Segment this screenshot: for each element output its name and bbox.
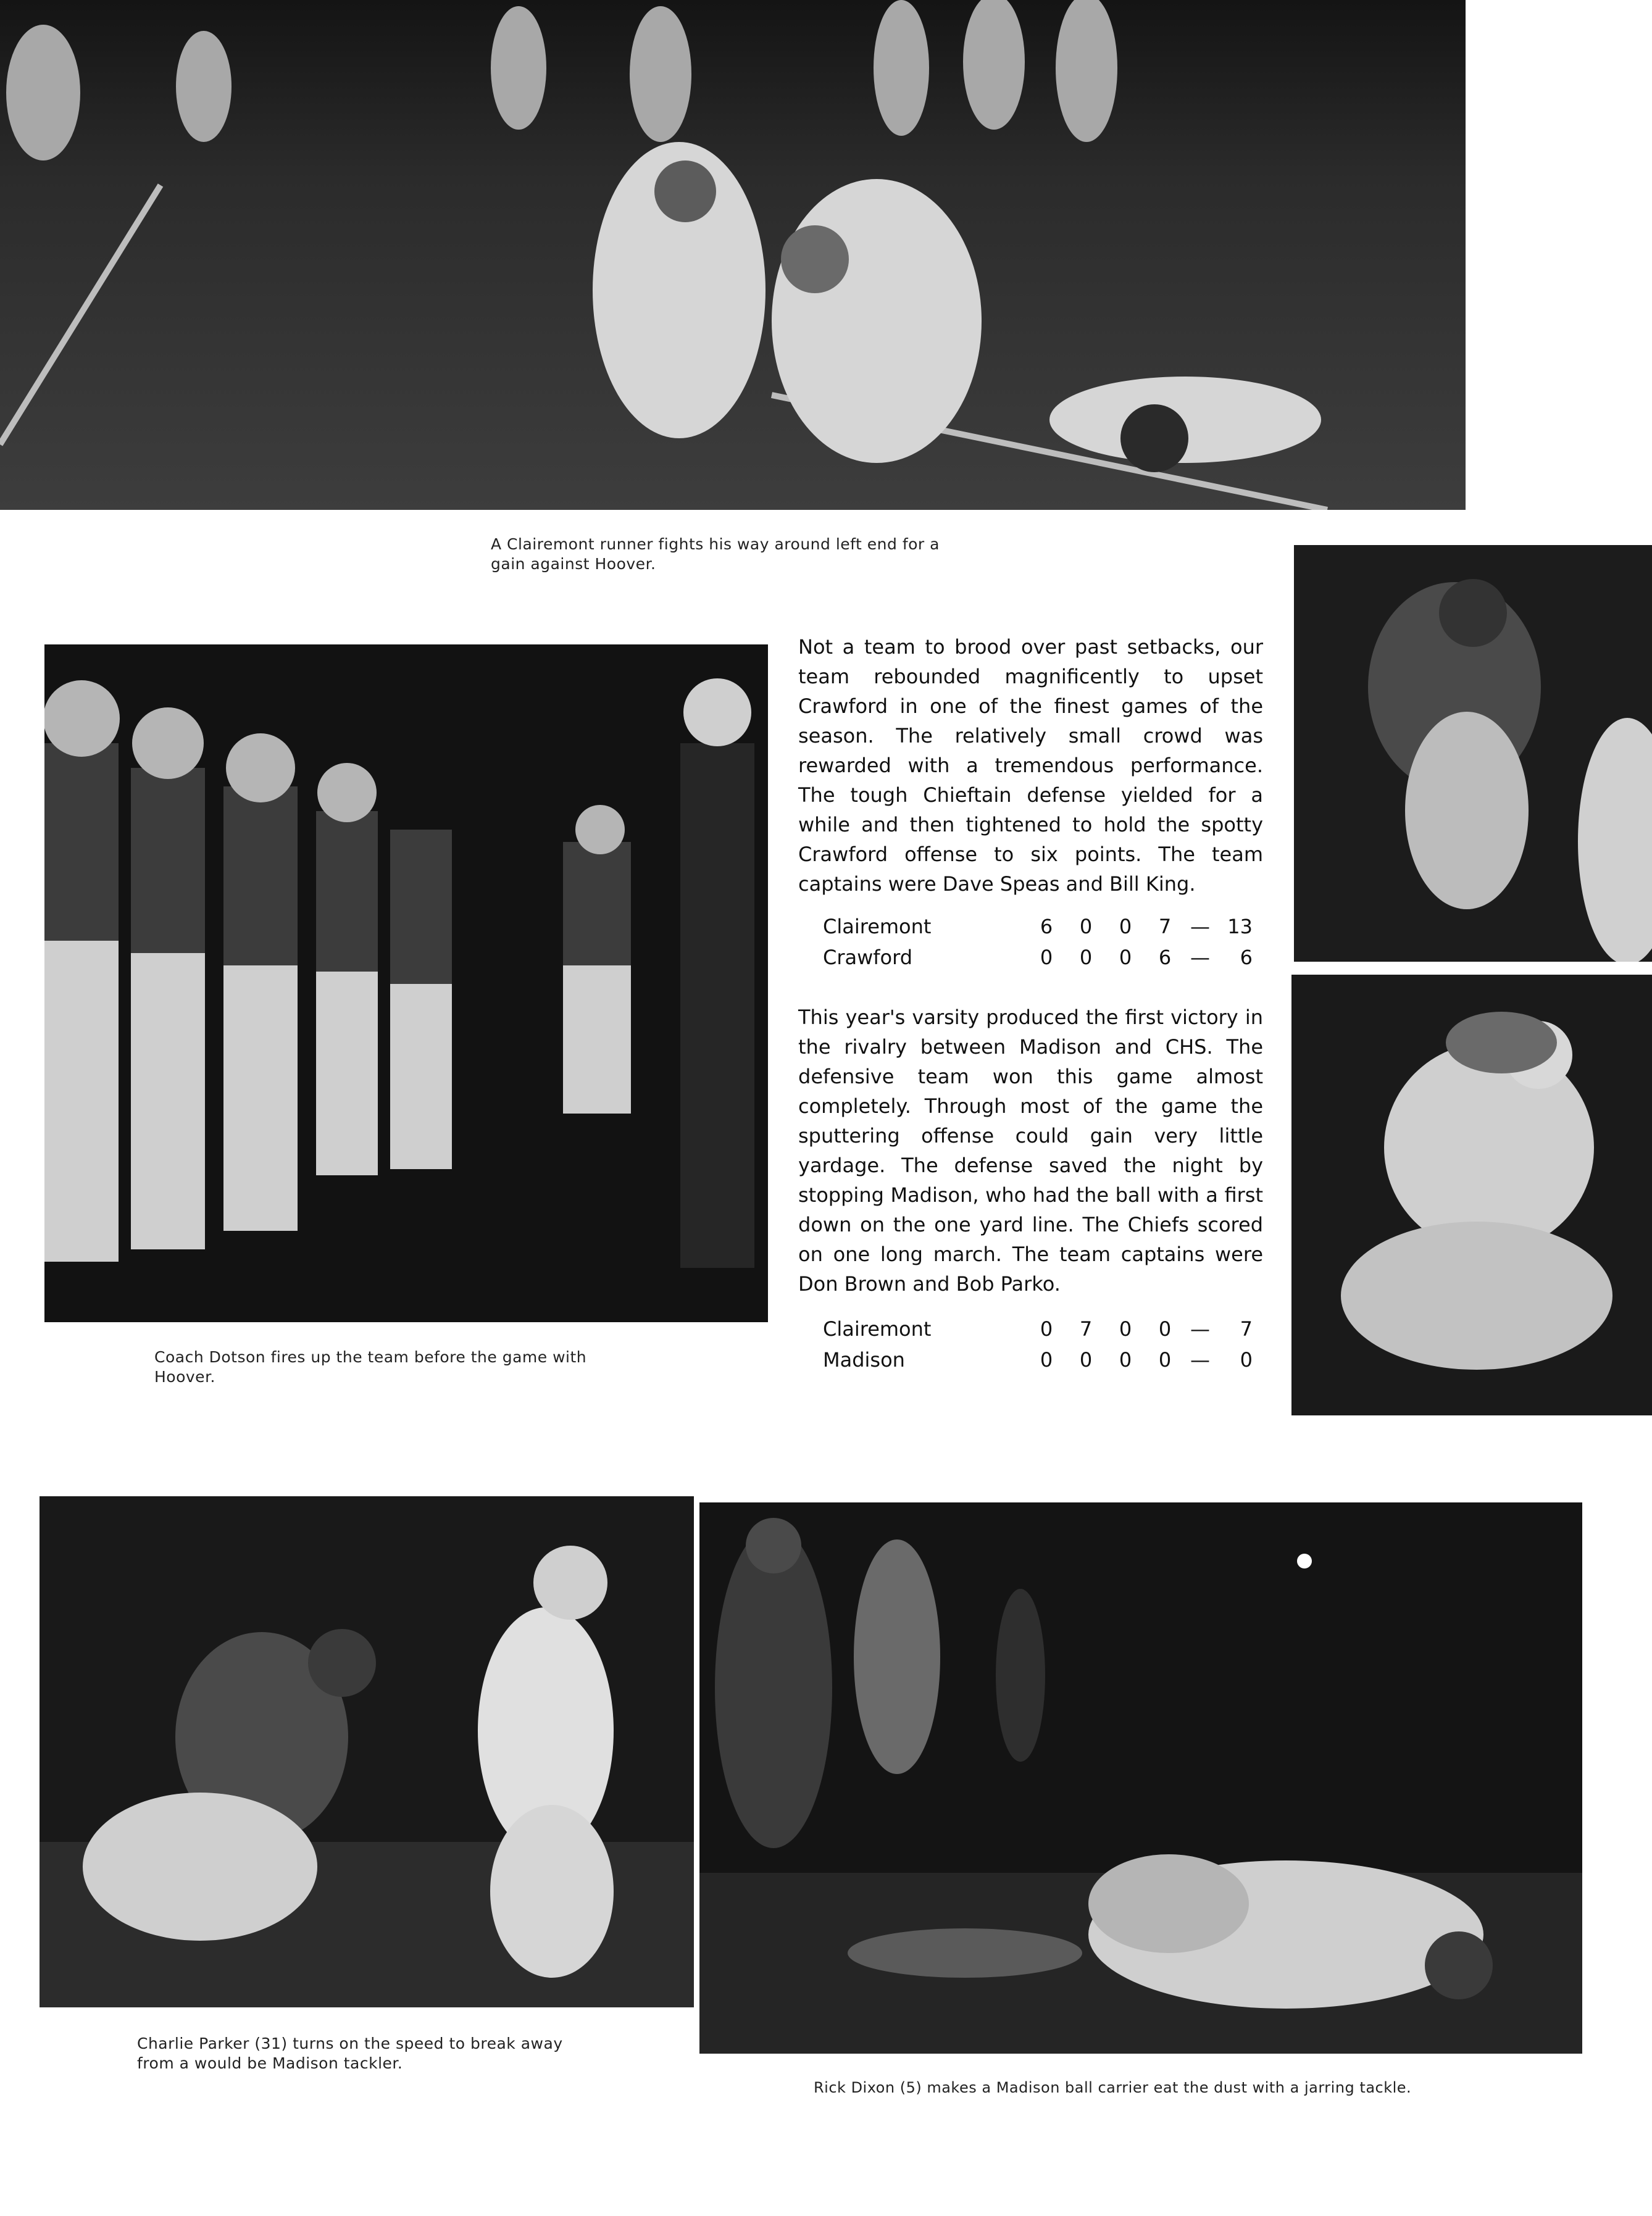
score-row bbox=[798, 911, 1253, 942]
caption-coach-line2: Hoover. bbox=[154, 1368, 215, 1386]
photo-right-top bbox=[1294, 545, 1652, 962]
article-madison-text: This year's varsity produced the first victory in the rivalry between Madison and CHS. The defensive team won this game almost completely. Through most of the game the sputtering offense could gain very little yardage. The defense saved the night by stopping Madison, who had the ball with a first down on the one yard line. The Chiefs scored on one long march. The team captains were Don Brown and Bob Parko. bbox=[798, 1006, 1263, 1296]
score-q3: 0 bbox=[1119, 946, 1132, 969]
score-row bbox=[798, 942, 1253, 973]
score-table-crawford bbox=[798, 911, 1253, 973]
photo-top-image bbox=[0, 0, 1466, 510]
caption-top-line1: A Clairemont runner fights his way around left end for a bbox=[491, 535, 940, 553]
score-total: 13 bbox=[1227, 915, 1253, 938]
caption-dixon bbox=[814, 2078, 1542, 2097]
score-team: Madison bbox=[823, 1348, 905, 1372]
score-q2: 0 bbox=[1079, 1348, 1093, 1372]
score-q4: 0 bbox=[1158, 1348, 1172, 1372]
caption-coach-line1: Coach Dotson fires up the team before the game with bbox=[154, 1348, 587, 1366]
photo-bottom-left bbox=[40, 1496, 694, 2007]
score-team: Crawford bbox=[823, 946, 913, 969]
score-team: Clairemont bbox=[823, 915, 932, 938]
score-q1: 0 bbox=[1040, 1317, 1053, 1341]
score-row bbox=[798, 1344, 1253, 1375]
score-q2: 0 bbox=[1079, 946, 1093, 969]
score-dash: — bbox=[1190, 915, 1210, 938]
score-q4: 6 bbox=[1158, 946, 1172, 969]
score-dash: — bbox=[1190, 1348, 1210, 1372]
score-dash: — bbox=[1190, 1317, 1210, 1341]
score-q2: 0 bbox=[1079, 915, 1093, 938]
photo-bottom-right bbox=[699, 1502, 1582, 2054]
caption-dixon-line: Rick Dixon (5) makes a Madison ball carrier eat the dust with a jarring tackle. bbox=[814, 2079, 1412, 2096]
photo-right-mid-image bbox=[1291, 975, 1652, 1415]
score-total: 7 bbox=[1240, 1317, 1253, 1341]
score-q4: 0 bbox=[1158, 1317, 1172, 1341]
score-dash: — bbox=[1190, 946, 1210, 969]
article-crawford-text: Not a team to brood over past setbacks, our team rebounded magnificently to upset Crawford in one of the finest games of the season. The relatively small crowd was rewarded with a tremendous performance. The tough Chieftain defense yielded for a while and then tightened to hold the spotty Crawford offense to six points. The team captains were Dave Speas and Bill King. bbox=[798, 635, 1263, 896]
caption-parker-line2: from a would be Madison tackler. bbox=[137, 2054, 403, 2072]
score-table-madison bbox=[798, 1314, 1253, 1375]
score-q3: 0 bbox=[1119, 1317, 1132, 1341]
score-q4: 7 bbox=[1158, 915, 1172, 938]
score-row bbox=[798, 1314, 1253, 1344]
photo-coach-image bbox=[44, 644, 768, 1322]
score-total: 0 bbox=[1240, 1348, 1253, 1372]
photo-bottom-right-image bbox=[699, 1502, 1582, 2054]
caption-top-line2: gain against Hoover. bbox=[491, 555, 656, 573]
caption-coach bbox=[154, 1348, 661, 1387]
caption-parker-line1: Charlie Parker (31) turns on the speed to break away bbox=[137, 2035, 563, 2052]
score-q1: 6 bbox=[1040, 915, 1053, 938]
photo-right-top-image bbox=[1294, 545, 1652, 962]
photo-top bbox=[0, 0, 1466, 510]
caption-top bbox=[491, 535, 1046, 574]
caption-parker bbox=[137, 2034, 662, 2073]
score-q2: 7 bbox=[1079, 1317, 1093, 1341]
photo-bottom-left-image bbox=[40, 1496, 694, 2007]
score-q1: 0 bbox=[1040, 1348, 1053, 1372]
score-total: 6 bbox=[1240, 946, 1253, 969]
score-team: Clairemont bbox=[823, 1317, 932, 1341]
photo-right-mid bbox=[1291, 975, 1652, 1415]
photo-coach bbox=[44, 644, 768, 1322]
score-q1: 0 bbox=[1040, 946, 1053, 969]
score-q3: 0 bbox=[1119, 1348, 1132, 1372]
score-q3: 0 bbox=[1119, 915, 1132, 938]
